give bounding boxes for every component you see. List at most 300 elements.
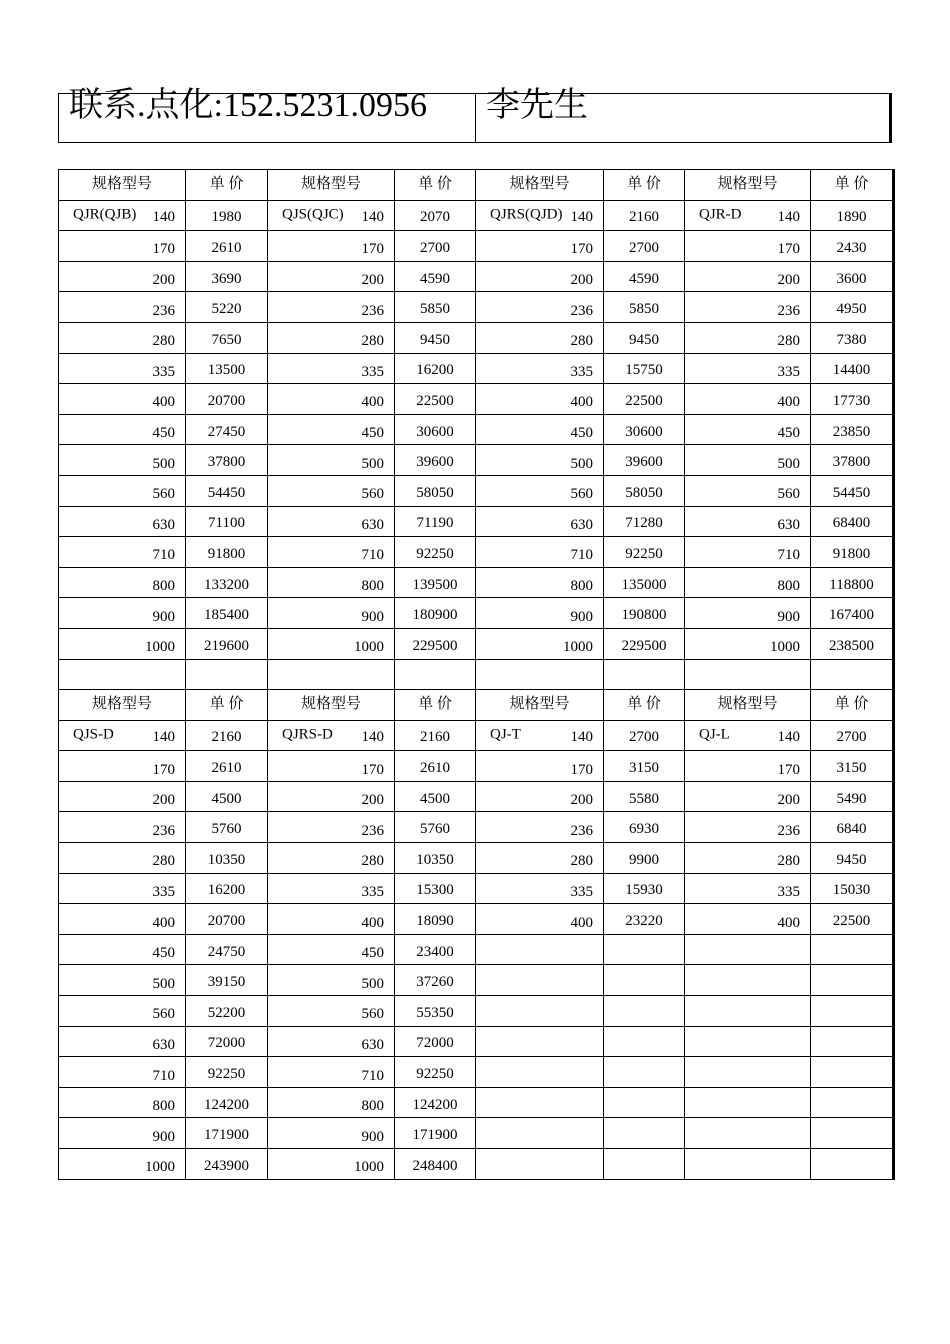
price-cell [811, 965, 894, 996]
model-size: 170 [570, 241, 593, 258]
model-cell [685, 873, 811, 904]
model-cell [59, 567, 186, 598]
model-cell [685, 322, 811, 353]
price-cell [395, 414, 476, 445]
model-cell [59, 904, 186, 935]
model-size: 800 [152, 578, 175, 595]
model-size: 400 [361, 914, 384, 931]
model-cell [59, 1149, 186, 1180]
table-row [59, 781, 894, 812]
unit-price: 3150 [836, 760, 867, 777]
header-row [59, 690, 894, 721]
price-cell [186, 751, 268, 782]
model-cell [268, 812, 395, 843]
model-size: 500 [570, 455, 593, 472]
model-size: 335 [361, 363, 384, 380]
price-cell [604, 231, 685, 262]
price-cell [395, 261, 476, 292]
price-cell [604, 598, 685, 629]
price-cell [395, 475, 476, 506]
model-size: 280 [152, 333, 175, 350]
unit-price: 2160 [629, 209, 659, 226]
model-cell [685, 904, 811, 935]
column-header-model: 规格型号 [685, 170, 811, 201]
model-size: 170 [570, 761, 593, 778]
table-row [59, 567, 894, 598]
price-cell [395, 567, 476, 598]
empty-cell [685, 659, 811, 690]
price-cell [186, 1057, 268, 1088]
column-header-model: 规格型号 [59, 170, 186, 201]
column-header-price: 单 价 [604, 170, 685, 201]
price-cell [811, 720, 894, 751]
model-prefix: QJS(QJC) [282, 206, 344, 223]
unit-price: 2610 [211, 760, 242, 777]
price-cell [186, 1087, 268, 1118]
price-cell [604, 934, 685, 965]
model-size: 335 [777, 883, 800, 900]
model-size: 900 [152, 608, 175, 625]
model-cell [268, 843, 395, 874]
unit-price: 139500 [412, 576, 458, 593]
unit-price: 17730 [832, 392, 871, 409]
model-cell [685, 628, 811, 659]
unit-price: 4590 [420, 270, 450, 287]
unit-price: 72000 [207, 1035, 246, 1052]
table-row [59, 353, 894, 384]
contact-person-cell [476, 87, 889, 142]
table-row [59, 628, 894, 659]
model-cell [268, 322, 395, 353]
model-size: 630 [777, 516, 800, 533]
unit-price: 6930 [629, 821, 659, 838]
model-cell [59, 598, 186, 629]
unit-price: 37800 [832, 454, 871, 471]
price-cell [186, 598, 268, 629]
price-cell [604, 261, 685, 292]
model-prefix: QJR(QJB) [73, 206, 137, 223]
price-cell [186, 384, 268, 415]
model-cell [268, 781, 395, 812]
unit-price: 18090 [416, 913, 454, 930]
model-cell [476, 1087, 604, 1118]
model-cell [59, 475, 186, 506]
model-size: 630 [152, 516, 175, 533]
column-header-model: 规格型号 [476, 690, 604, 721]
model-cell [268, 904, 395, 935]
model-cell [59, 384, 186, 415]
model-cell [685, 934, 811, 965]
price-cell [604, 1149, 685, 1180]
price-cell [604, 537, 685, 568]
column-header-price: 单 价 [186, 170, 268, 201]
price-cell [395, 598, 476, 629]
price-cell [604, 1087, 685, 1118]
unit-price: 9900 [629, 851, 659, 868]
price-cell [186, 261, 268, 292]
model-size: 400 [777, 914, 800, 931]
table-row [59, 445, 894, 476]
model-size: 335 [361, 883, 384, 900]
column-header-price: 单 价 [395, 170, 476, 201]
model-cell [476, 384, 604, 415]
price-cell [811, 261, 894, 292]
price-cell [395, 812, 476, 843]
model-size: 200 [152, 792, 175, 809]
model-size: 1000 [354, 639, 384, 656]
model-cell [685, 1149, 811, 1180]
unit-price: 3600 [836, 270, 867, 287]
model-cell [268, 628, 395, 659]
model-size: 400 [570, 914, 593, 931]
unit-price: 229500 [621, 637, 667, 654]
price-cell [604, 1118, 685, 1149]
table-row [59, 1118, 894, 1149]
model-size: 140 [152, 728, 175, 745]
unit-price: 2700 [629, 729, 659, 746]
model-size: 900 [152, 1128, 175, 1145]
unit-price: 30600 [625, 423, 663, 440]
model-size: 1000 [770, 639, 800, 656]
unit-price: 2430 [836, 239, 867, 256]
model-cell [476, 873, 604, 904]
model-size: 450 [152, 425, 175, 442]
model-cell [268, 537, 395, 568]
price-cell [395, 322, 476, 353]
model-size: 450 [361, 945, 384, 962]
table-row [59, 1057, 894, 1088]
price-cell [186, 996, 268, 1027]
unit-price: 5490 [836, 790, 867, 807]
model-cell [685, 1026, 811, 1057]
model-cell [476, 934, 604, 965]
column-header-price: 单 价 [811, 690, 894, 721]
model-cell [476, 200, 604, 231]
price-table-body [59, 170, 894, 1180]
price-cell [395, 934, 476, 965]
model-size: 450 [570, 425, 593, 442]
price-cell [811, 567, 894, 598]
model-cell [268, 292, 395, 323]
unit-price: 5850 [420, 301, 450, 318]
table-row [59, 751, 894, 782]
unit-price: 39600 [416, 454, 454, 471]
model-size: 140 [152, 208, 175, 225]
model-cell [476, 1026, 604, 1057]
price-cell [395, 1087, 476, 1118]
model-size: 236 [777, 302, 800, 319]
unit-price: 15030 [832, 882, 871, 899]
unit-price: 39600 [625, 454, 663, 471]
price-cell [395, 781, 476, 812]
price-cell [186, 567, 268, 598]
model-cell [268, 384, 395, 415]
price-cell [604, 200, 685, 231]
model-size: 1000 [563, 639, 593, 656]
price-cell [811, 1026, 894, 1057]
model-cell [268, 934, 395, 965]
price-cell [395, 384, 476, 415]
price-cell [604, 414, 685, 445]
unit-price: 124200 [204, 1096, 249, 1113]
unit-price: 52200 [207, 1004, 246, 1021]
model-size: 500 [361, 975, 384, 992]
table-row [59, 873, 894, 904]
unit-price: 3150 [629, 760, 659, 777]
model-cell [476, 751, 604, 782]
model-size: 450 [777, 425, 800, 442]
model-cell [268, 414, 395, 445]
unit-price: 68400 [832, 515, 871, 532]
model-size: 710 [570, 547, 593, 564]
model-size: 400 [570, 394, 593, 411]
unit-price: 23850 [832, 423, 871, 440]
model-size: 335 [152, 363, 175, 380]
model-cell [268, 873, 395, 904]
model-size: 335 [570, 363, 593, 380]
price-cell [811, 904, 894, 935]
model-size: 400 [152, 394, 175, 411]
model-cell [476, 537, 604, 568]
model-cell [59, 1087, 186, 1118]
unit-price: 23220 [625, 913, 663, 930]
unit-price: 7380 [836, 331, 867, 348]
price-cell [186, 537, 268, 568]
price-cell [811, 506, 894, 537]
model-prefix: QJRS-D [282, 726, 333, 743]
unit-price: 2700 [629, 239, 659, 256]
model-size: 140 [570, 728, 593, 745]
model-size: 200 [570, 272, 593, 289]
price-cell [186, 1118, 268, 1149]
table-row [59, 720, 894, 751]
model-cell [59, 1057, 186, 1088]
model-cell [476, 904, 604, 935]
model-cell [685, 353, 811, 384]
model-cell [59, 720, 186, 751]
price-cell [186, 414, 268, 445]
model-cell [685, 261, 811, 292]
model-size: 900 [777, 608, 800, 625]
model-size: 200 [777, 272, 800, 289]
model-size: 800 [361, 578, 384, 595]
unit-price: 2700 [836, 729, 867, 746]
model-size: 236 [361, 822, 384, 839]
model-cell [59, 1118, 186, 1149]
unit-price: 13500 [207, 362, 246, 379]
model-cell [685, 843, 811, 874]
table-row [59, 1087, 894, 1118]
model-size: 560 [152, 1006, 175, 1023]
model-size: 170 [361, 241, 384, 258]
model-cell [268, 200, 395, 231]
unit-price: 3690 [211, 270, 242, 287]
model-size: 560 [777, 486, 800, 503]
price-cell [811, 1118, 894, 1149]
model-cell [59, 537, 186, 568]
unit-price: 219600 [204, 637, 249, 654]
model-size: 800 [361, 1098, 384, 1115]
unit-price: 37800 [207, 454, 246, 471]
empty-cell [476, 659, 604, 690]
model-cell [268, 475, 395, 506]
model-size: 280 [570, 853, 593, 870]
model-size: 140 [361, 208, 384, 225]
table-row [59, 261, 894, 292]
unit-price: 4590 [629, 270, 659, 287]
unit-price: 24750 [207, 943, 246, 960]
model-prefix: QJ-L [699, 726, 730, 743]
price-cell [186, 322, 268, 353]
unit-price: 1890 [836, 209, 867, 226]
price-cell [395, 628, 476, 659]
price-cell [186, 904, 268, 935]
unit-price: 4950 [836, 301, 867, 318]
price-cell [811, 598, 894, 629]
price-cell [604, 965, 685, 996]
model-cell [59, 261, 186, 292]
price-cell [811, 1149, 894, 1180]
model-cell [59, 843, 186, 874]
price-cell [604, 843, 685, 874]
unit-price: 238500 [829, 637, 874, 654]
unit-price: 20700 [207, 392, 246, 409]
empty-cell [395, 659, 476, 690]
model-size: 1000 [145, 1159, 175, 1176]
model-size: 280 [361, 853, 384, 870]
price-cell [186, 475, 268, 506]
model-cell [685, 567, 811, 598]
unit-price: 92250 [625, 545, 663, 562]
model-cell [476, 475, 604, 506]
model-cell [685, 292, 811, 323]
unit-price: 54450 [832, 484, 871, 501]
model-cell [476, 996, 604, 1027]
unit-price: 37260 [416, 974, 454, 991]
price-cell [186, 506, 268, 537]
unit-price: 58050 [625, 484, 663, 501]
model-cell [685, 720, 811, 751]
price-cell [395, 996, 476, 1027]
model-cell [476, 353, 604, 384]
table-row [59, 200, 894, 231]
unit-price: 71190 [416, 515, 454, 532]
model-cell [476, 292, 604, 323]
price-cell [395, 445, 476, 476]
price-cell [811, 200, 894, 231]
price-cell [395, 873, 476, 904]
model-cell [268, 445, 395, 476]
model-cell [59, 445, 186, 476]
model-cell [685, 781, 811, 812]
model-cell [268, 353, 395, 384]
price-cell [186, 843, 268, 874]
model-cell [685, 1057, 811, 1088]
model-size: 500 [361, 455, 384, 472]
model-size: 900 [361, 608, 384, 625]
price-cell [811, 996, 894, 1027]
price-cell [395, 965, 476, 996]
price-cell [186, 628, 268, 659]
model-cell [268, 965, 395, 996]
unit-price: 248400 [412, 1157, 458, 1174]
unit-price: 7650 [211, 331, 242, 348]
price-cell [604, 873, 685, 904]
unit-price: 5760 [211, 821, 242, 838]
model-cell [685, 231, 811, 262]
model-size: 710 [361, 1067, 384, 1084]
model-size: 400 [152, 914, 175, 931]
model-size: 200 [570, 792, 593, 809]
unit-price: 39150 [207, 974, 246, 991]
model-size: 236 [570, 822, 593, 839]
model-cell [476, 445, 604, 476]
price-cell [395, 1118, 476, 1149]
spacer-row [59, 659, 894, 690]
unit-price: 6840 [836, 821, 867, 838]
model-cell [59, 506, 186, 537]
column-header-model: 规格型号 [268, 690, 395, 721]
table-row [59, 292, 894, 323]
model-cell [685, 445, 811, 476]
model-size: 170 [152, 241, 175, 258]
model-size: 236 [570, 302, 593, 319]
column-header-model: 规格型号 [685, 690, 811, 721]
model-cell [268, 598, 395, 629]
unit-price: 5220 [211, 301, 242, 318]
model-size: 500 [152, 455, 175, 472]
price-cell [604, 567, 685, 598]
price-cell [811, 414, 894, 445]
model-size: 450 [361, 425, 384, 442]
model-size: 800 [570, 578, 593, 595]
unit-price: 27450 [207, 423, 246, 440]
unit-price: 167400 [829, 607, 874, 624]
price-cell [604, 628, 685, 659]
unit-price: 133200 [204, 576, 249, 593]
model-size: 200 [361, 792, 384, 809]
model-cell [476, 843, 604, 874]
price-cell [811, 781, 894, 812]
model-cell [685, 996, 811, 1027]
table-row [59, 812, 894, 843]
table-row [59, 475, 894, 506]
model-cell [268, 261, 395, 292]
table-row [59, 843, 894, 874]
unit-price: 16200 [207, 882, 246, 899]
model-cell [685, 384, 811, 415]
model-size: 335 [570, 883, 593, 900]
unit-price: 229500 [412, 637, 458, 654]
model-size: 1000 [145, 639, 175, 656]
model-cell [476, 567, 604, 598]
unit-price: 92250 [416, 1066, 454, 1083]
unit-price: 20700 [207, 913, 246, 930]
model-size: 200 [361, 272, 384, 289]
unit-price: 5580 [629, 790, 659, 807]
price-cell [186, 1149, 268, 1180]
model-size: 560 [361, 486, 384, 503]
price-cell [604, 506, 685, 537]
model-cell [685, 1118, 811, 1149]
table-row [59, 996, 894, 1027]
model-size: 170 [777, 241, 800, 258]
price-cell [811, 231, 894, 262]
unit-price: 2160 [420, 729, 450, 746]
model-cell [59, 292, 186, 323]
model-size: 200 [152, 272, 175, 289]
price-cell [811, 322, 894, 353]
